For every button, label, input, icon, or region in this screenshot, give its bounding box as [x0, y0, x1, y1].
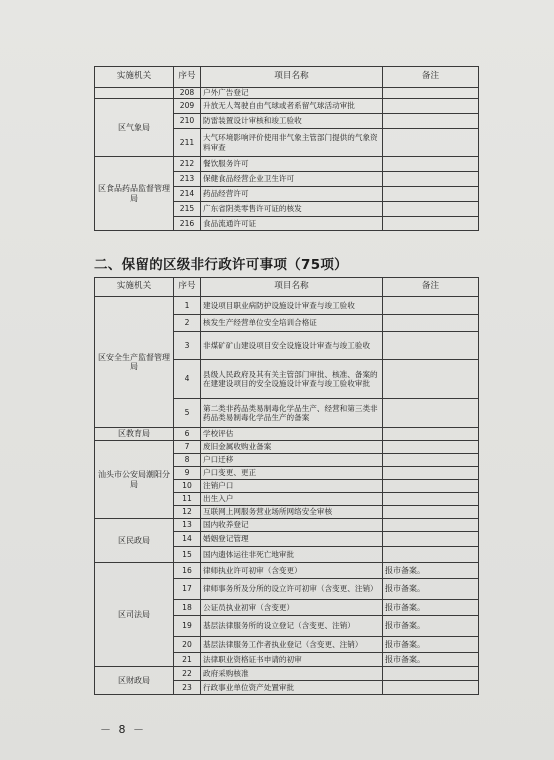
- seq-cell: 7: [174, 441, 201, 454]
- header-name: 项目名称: [201, 278, 383, 297]
- agency-cell: 区安全生产监督管理局: [95, 297, 174, 428]
- table-row: [95, 428, 479, 441]
- table-row: [95, 563, 479, 579]
- seq-cell: 12: [174, 506, 201, 519]
- item-name-cell: 餐饮服务许可: [201, 157, 383, 172]
- note-cell: [383, 493, 479, 506]
- agency-cell: [95, 88, 174, 99]
- header-name: 项目名称: [201, 67, 383, 88]
- note-cell: [383, 297, 479, 315]
- note-cell: 报市备案。: [383, 637, 479, 653]
- note-cell: 报市备案。: [383, 563, 479, 579]
- item-name-cell: 防雷装置设计审核和竣工验收: [201, 114, 383, 129]
- seq-cell: 9: [174, 467, 201, 480]
- agency-cell: 区气象局: [95, 99, 174, 157]
- note-cell: [383, 519, 479, 532]
- item-name-cell: 建设项目职业病防护设施设计审查与竣工验收: [201, 297, 383, 315]
- note-cell: [383, 506, 479, 519]
- seq-cell: 22: [174, 667, 201, 681]
- agency-cell: 区民政局: [95, 519, 174, 563]
- seq-cell: 13: [174, 519, 201, 532]
- note-cell: [383, 454, 479, 467]
- note-cell: [383, 172, 479, 187]
- header-seq: 序号: [174, 278, 201, 297]
- seq-cell: 14: [174, 532, 201, 547]
- header-note: 备注: [383, 278, 479, 297]
- item-name-cell: 食品流通许可证: [201, 217, 383, 231]
- item-name-cell: 法律职业资格证书申请的初审: [201, 653, 383, 667]
- item-name-cell: 广东省阴类零售许可证的核发: [201, 202, 383, 217]
- agency-cell: 汕头市公安局潮阳分局: [95, 441, 174, 519]
- item-name-cell: 废旧金属收购业备案: [201, 441, 383, 454]
- item-name-cell: 婚姻登记管理: [201, 532, 383, 547]
- item-name-cell: 注销户口: [201, 480, 383, 493]
- seq-cell: 6: [174, 428, 201, 441]
- seq-cell: 16: [174, 563, 201, 579]
- note-cell: [383, 532, 479, 547]
- table-row: [95, 667, 479, 681]
- header-note: 备注: [383, 67, 479, 88]
- item-name-cell: 基层法律服务工作者执业登记（含变更、注销）: [201, 637, 383, 653]
- seq-cell: 214: [174, 187, 201, 202]
- note-cell: [383, 187, 479, 202]
- table-header-row: [95, 67, 479, 88]
- note-cell: [383, 99, 479, 114]
- seq-cell: 19: [174, 616, 201, 637]
- seq-cell: 210: [174, 114, 201, 129]
- seq-cell: 211: [174, 129, 201, 157]
- item-name-cell: 政府采购核准: [201, 667, 383, 681]
- seq-cell: 15: [174, 547, 201, 563]
- seq-cell: 213: [174, 172, 201, 187]
- header-agency: 实施机关: [95, 67, 174, 88]
- table-row: [95, 297, 479, 315]
- table-row: [95, 157, 479, 172]
- item-name-cell: 非煤矿矿山建设项目安全设施设计审查与竣工验收: [201, 332, 383, 360]
- section-heading: 二、保留的区级非行政许可事项（75项）: [94, 257, 348, 273]
- seq-cell: 20: [174, 637, 201, 653]
- item-name-cell: 核发生产经营单位安全培训合格证: [201, 315, 383, 332]
- note-cell: [383, 467, 479, 480]
- seq-cell: 10: [174, 480, 201, 493]
- seq-cell: 21: [174, 653, 201, 667]
- note-cell: [383, 360, 479, 399]
- note-cell: [383, 428, 479, 441]
- table-row: [95, 441, 479, 454]
- seq-cell: 18: [174, 600, 201, 616]
- seq-cell: 23: [174, 681, 201, 695]
- note-cell: [383, 547, 479, 563]
- note-cell: [383, 399, 479, 428]
- seq-cell: 5: [174, 399, 201, 428]
- item-name-cell: 行政事业单位资产处置审批: [201, 681, 383, 695]
- table-header-row: [95, 278, 479, 297]
- note-cell: 报市备案。: [383, 600, 479, 616]
- seq-cell: 4: [174, 360, 201, 399]
- item-name-cell: 升放无人驾驶自由气球或者系留气球活动审批: [201, 99, 383, 114]
- item-name-cell: 户口变更、更正: [201, 467, 383, 480]
- agency-cell: 区教育局: [95, 428, 174, 441]
- item-name-cell: 律师事务所及分所的设立许可初审（含变更、注销）: [201, 579, 383, 600]
- item-name-cell: 学校评估: [201, 428, 383, 441]
- header-seq: 序号: [174, 67, 201, 88]
- seq-cell: 209: [174, 99, 201, 114]
- agency-cell: 区食品药品监督管理局: [95, 157, 174, 231]
- seq-cell: 2: [174, 315, 201, 332]
- note-cell: 报市备案。: [383, 616, 479, 637]
- item-name-cell: 国内收养登记: [201, 519, 383, 532]
- agency-cell: 区财政局: [95, 667, 174, 695]
- note-cell: [383, 217, 479, 231]
- table-row: [95, 88, 479, 99]
- note-cell: [383, 667, 479, 681]
- note-cell: [383, 480, 479, 493]
- note-cell: [383, 114, 479, 129]
- table-row: [95, 519, 479, 532]
- item-name-cell: 第二类非药品类易制毒化学品生产、经营和第三类非药品类易制毒化学品生产的备案: [201, 399, 383, 428]
- note-cell: [383, 332, 479, 360]
- seq-cell: 8: [174, 454, 201, 467]
- header-agency: 实施机关: [95, 278, 174, 297]
- note-cell: [383, 129, 479, 157]
- seq-cell: 11: [174, 493, 201, 506]
- seq-cell: 1: [174, 297, 201, 315]
- note-cell: [383, 315, 479, 332]
- item-name-cell: 国内遗体运往非死亡地审批: [201, 547, 383, 563]
- approval-table-continued: [94, 66, 479, 231]
- non-licensing-items-table: [94, 277, 479, 695]
- note-cell: [383, 88, 479, 99]
- seq-cell: 208: [174, 88, 201, 99]
- seq-cell: 212: [174, 157, 201, 172]
- item-name-cell: 互联网上网服务营业场所网络安全审核: [201, 506, 383, 519]
- item-name-cell: 基层法律服务所的设立登记（含变更、注销）: [201, 616, 383, 637]
- item-name-cell: 户外广告登记: [201, 88, 383, 99]
- seq-cell: 215: [174, 202, 201, 217]
- item-name-cell: 公证员执业初审（含变更）: [201, 600, 383, 616]
- item-name-cell: 县级人民政府及其有关主管部门审批、核准、备案的在建建设项目的安全设施设计审查与竣工验收审批: [201, 360, 383, 399]
- note-cell: 报市备案。: [383, 579, 479, 600]
- page-number: － 8 －: [100, 723, 146, 736]
- item-name-cell: 大气环境影响评价使用非气象主管部门提供的气象资料审查: [201, 129, 383, 157]
- item-name-cell: 保健食品经营企业卫生许可: [201, 172, 383, 187]
- item-name-cell: 律师执业许可初审（含变更）: [201, 563, 383, 579]
- seq-cell: 17: [174, 579, 201, 600]
- note-cell: [383, 157, 479, 172]
- seq-cell: 216: [174, 217, 201, 231]
- note-cell: 报市备案。: [383, 653, 479, 667]
- item-name-cell: 药品经营许可: [201, 187, 383, 202]
- item-name-cell: 出生入户: [201, 493, 383, 506]
- note-cell: [383, 681, 479, 695]
- seq-cell: 3: [174, 332, 201, 360]
- agency-cell: 区司法局: [95, 563, 174, 667]
- item-name-cell: 户口迁移: [201, 454, 383, 467]
- note-cell: [383, 202, 479, 217]
- note-cell: [383, 441, 479, 454]
- table-row: [95, 99, 479, 114]
